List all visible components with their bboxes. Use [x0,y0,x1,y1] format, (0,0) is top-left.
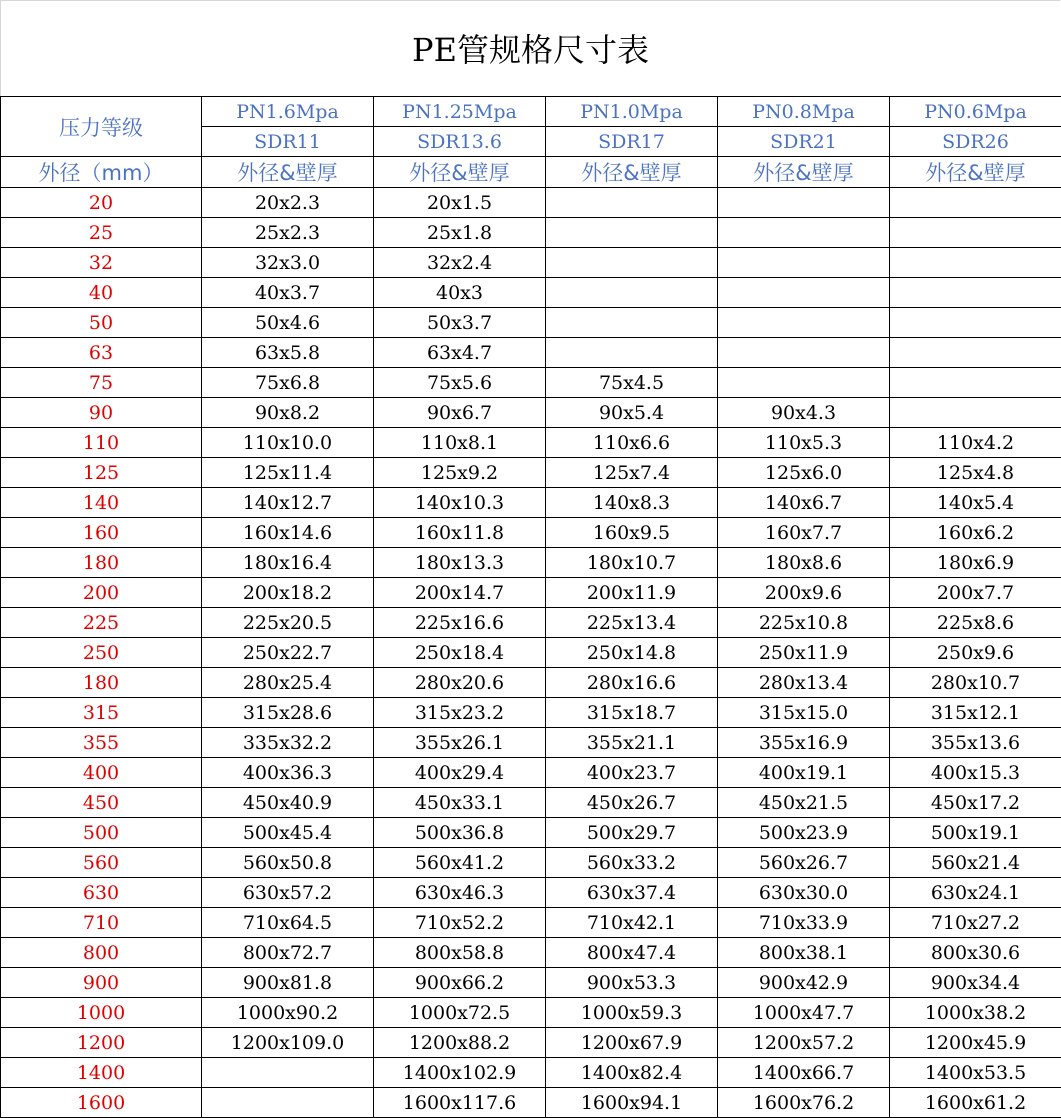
spec-cell: 160x11.8 [374,518,546,548]
spec-cell: 140x5.4 [890,488,1061,518]
outer-diameter-cell: 800 [1,938,202,968]
outer-diameter-cell: 1600 [1,1088,202,1118]
outer-diameter-cell: 450 [1,788,202,818]
spec-cell: 710x33.9 [718,908,890,938]
spec-cell: 63x5.8 [202,338,374,368]
spec-cell: 32x3.0 [202,248,374,278]
table-row [1,338,1061,368]
spec-cell: 160x7.7 [718,518,890,548]
header-sdr-cell: SDR11 [202,127,374,157]
spec-cell: 315x12.1 [890,698,1061,728]
spec-cell: 450x17.2 [890,788,1061,818]
spec-cell [890,248,1061,278]
spec-cell: 710x27.2 [890,908,1061,938]
spec-cell: 160x6.2 [890,518,1061,548]
spec-cell: 125x4.8 [890,458,1061,488]
spec-cell: 900x42.9 [718,968,890,998]
table-header [1,97,1061,188]
spec-cell: 315x18.7 [546,698,718,728]
spec-cell [546,278,718,308]
spec-cell: 200x11.9 [546,578,718,608]
spec-cell [718,188,890,218]
spec-cell: 1200x57.2 [718,1028,890,1058]
outer-diameter-cell: 50 [1,308,202,338]
header-pn-cell: PN1.6Mpa [202,97,374,127]
spec-cell: 140x8.3 [546,488,718,518]
table-row [1,1058,1061,1088]
header-sdr-cell: SDR21 [718,127,890,157]
header-spec-cell: 外径&壁厚 [374,157,546,188]
table-body [1,188,1061,1118]
spec-cell: 800x30.6 [890,938,1061,968]
spec-cell: 450x40.9 [202,788,374,818]
spec-cell: 1400x53.5 [890,1058,1061,1088]
table-row [1,638,1061,668]
spec-cell: 1400x66.7 [718,1058,890,1088]
spec-cell: 280x13.4 [718,668,890,698]
spec-cell: 400x23.7 [546,758,718,788]
spec-cell: 630x30.0 [718,878,890,908]
spec-cell: 630x57.2 [202,878,374,908]
outer-diameter-cell: 500 [1,818,202,848]
outer-diameter-cell: 75 [1,368,202,398]
spec-cell: 800x47.4 [546,938,718,968]
table-row [1,278,1061,308]
spec-cell: 800x58.8 [374,938,546,968]
spec-cell: 500x19.1 [890,818,1061,848]
outer-diameter-cell: 63 [1,338,202,368]
outer-diameter-cell: 1200 [1,1028,202,1058]
spec-cell: 710x64.5 [202,908,374,938]
outer-diameter-cell: 32 [1,248,202,278]
spec-cell: 560x33.2 [546,848,718,878]
outer-diameter-cell: 1000 [1,998,202,1028]
spec-cell [718,338,890,368]
spec-cell [718,218,890,248]
spec-cell [546,218,718,248]
header-spec-cell: 外径&壁厚 [718,157,890,188]
spec-cell: 1000x47.7 [718,998,890,1028]
spec-cell: 1600x94.1 [546,1088,718,1118]
header-row-pn [1,97,1061,127]
outer-diameter-cell: 20 [1,188,202,218]
header-pn-cell: PN1.0Mpa [546,97,718,127]
spec-cell: 180x13.3 [374,548,546,578]
spec-cell [546,188,718,218]
outer-diameter-cell: 180 [1,548,202,578]
spec-cell: 125x7.4 [546,458,718,488]
spec-cell: 1200x45.9 [890,1028,1061,1058]
outer-diameter-cell: 90 [1,398,202,428]
spec-cell: 900x66.2 [374,968,546,998]
header-row-spec [1,157,1061,188]
table-row [1,788,1061,818]
spec-cell [890,368,1061,398]
spec-cell: 280x25.4 [202,668,374,698]
spec-cell: 110x5.3 [718,428,890,458]
spec-cell: 50x3.7 [374,308,546,338]
table-row [1,1028,1061,1058]
spec-cell: 500x45.4 [202,818,374,848]
spec-cell: 800x72.7 [202,938,374,968]
spec-cell [890,278,1061,308]
spec-cell: 75x5.6 [374,368,546,398]
outer-diameter-cell: 125 [1,458,202,488]
spec-cell: 280x10.7 [890,668,1061,698]
spec-cell: 630x46.3 [374,878,546,908]
table-row [1,608,1061,638]
spec-cell: 90x5.4 [546,398,718,428]
spec-cell: 400x15.3 [890,758,1061,788]
spec-cell: 1600x61.2 [890,1088,1061,1118]
spec-cell: 225x10.8 [718,608,890,638]
spec-cell: 1400x82.4 [546,1058,718,1088]
spec-cell [718,248,890,278]
table-row [1,578,1061,608]
spec-cell: 1600x117.6 [374,1088,546,1118]
spec-cell: 75x4.5 [546,368,718,398]
spec-cell: 1200x109.0 [202,1028,374,1058]
pressure-grade-label: 压力等级 [1,97,202,157]
table-row [1,968,1061,998]
spec-cell: 710x52.2 [374,908,546,938]
header-sdr-cell: SDR17 [546,127,718,157]
page-title: PE管规格尺寸表 [0,0,1061,96]
spec-cell: 110x8.1 [374,428,546,458]
spec-cell [890,338,1061,368]
spec-cell [202,1058,374,1088]
spec-cell [718,368,890,398]
header-pn-cell: PN0.6Mpa [890,97,1061,127]
spec-cell: 400x29.4 [374,758,546,788]
spec-cell: 180x6.9 [890,548,1061,578]
outer-diameter-cell: 630 [1,878,202,908]
spec-cell: 110x4.2 [890,428,1061,458]
spec-cell [890,308,1061,338]
spec-cell: 20x2.3 [202,188,374,218]
table-row [1,698,1061,728]
spec-cell: 180x8.6 [718,548,890,578]
outer-diameter-cell: 900 [1,968,202,998]
spec-cell: 160x14.6 [202,518,374,548]
spec-cell: 50x4.6 [202,308,374,338]
outer-diameter-cell: 200 [1,578,202,608]
spec-cell: 20x1.5 [374,188,546,218]
spec-cell: 225x16.6 [374,608,546,638]
table-row [1,758,1061,788]
outer-diameter-cell: 110 [1,428,202,458]
spec-cell: 200x7.7 [890,578,1061,608]
spec-cell: 40x3.7 [202,278,374,308]
spec-cell: 355x16.9 [718,728,890,758]
spec-cell: 560x26.7 [718,848,890,878]
table-row [1,818,1061,848]
spec-cell: 125x9.2 [374,458,546,488]
spec-cell: 400x36.3 [202,758,374,788]
spec-cell: 355x21.1 [546,728,718,758]
spec-cell: 1000x59.3 [546,998,718,1028]
header-sdr-cell: SDR13.6 [374,127,546,157]
spec-cell: 355x26.1 [374,728,546,758]
header-sdr-cell: SDR26 [890,127,1061,157]
spec-cell [546,308,718,338]
spec-cell: 90x4.3 [718,398,890,428]
table-row [1,518,1061,548]
spec-cell: 250x9.6 [890,638,1061,668]
header-pn-cell: PN0.8Mpa [718,97,890,127]
spec-cell: 90x6.7 [374,398,546,428]
outer-diameter-cell: 400 [1,758,202,788]
spec-cell: 140x12.7 [202,488,374,518]
spec-cell: 125x11.4 [202,458,374,488]
header-pn-cell: PN1.25Mpa [374,97,546,127]
spec-cell: 1000x90.2 [202,998,374,1028]
spec-cell: 225x20.5 [202,608,374,638]
spec-cell: 315x23.2 [374,698,546,728]
spec-cell: 315x15.0 [718,698,890,728]
spec-cell: 280x16.6 [546,668,718,698]
table-row [1,368,1061,398]
spec-cell: 125x6.0 [718,458,890,488]
spec-cell: 250x18.4 [374,638,546,668]
spec-cell: 90x8.2 [202,398,374,428]
spec-cell: 250x11.9 [718,638,890,668]
spec-cell: 355x13.6 [890,728,1061,758]
spec-cell: 900x81.8 [202,968,374,998]
table-row [1,548,1061,578]
spec-cell: 1600x76.2 [718,1088,890,1118]
table-row [1,938,1061,968]
table-row [1,728,1061,758]
outer-diameter-cell: 250 [1,638,202,668]
spec-cell: 900x53.3 [546,968,718,998]
spec-cell: 500x23.9 [718,818,890,848]
spec-cell: 140x6.7 [718,488,890,518]
spec-cell: 225x8.6 [890,608,1061,638]
table-row [1,908,1061,938]
table-row [1,488,1061,518]
spec-cell: 200x9.6 [718,578,890,608]
spec-cell: 800x38.1 [718,938,890,968]
outer-diameter-cell: 710 [1,908,202,938]
outer-diameter-cell: 1400 [1,1058,202,1088]
table-row [1,878,1061,908]
table-row [1,458,1061,488]
spec-cell: 1000x72.5 [374,998,546,1028]
outer-diameter-label: 外径（mm） [1,157,202,188]
spec-cell [202,1088,374,1118]
spec-cell: 200x14.7 [374,578,546,608]
spec-cell: 32x2.4 [374,248,546,278]
table-row [1,218,1061,248]
spec-cell: 450x21.5 [718,788,890,818]
spec-cell: 315x28.6 [202,698,374,728]
outer-diameter-cell: 25 [1,218,202,248]
spec-cell: 200x18.2 [202,578,374,608]
spec-cell: 630x37.4 [546,878,718,908]
spec-cell: 400x19.1 [718,758,890,788]
spec-cell [890,398,1061,428]
spec-cell: 1000x38.2 [890,998,1061,1028]
spec-cell: 500x36.8 [374,818,546,848]
spec-cell: 40x3 [374,278,546,308]
spec-cell: 280x20.6 [374,668,546,698]
spec-cell: 1200x88.2 [374,1028,546,1058]
outer-diameter-cell: 560 [1,848,202,878]
spec-cell: 630x24.1 [890,878,1061,908]
header-spec-cell: 外径&壁厚 [546,157,718,188]
spec-table [0,96,1061,1118]
spec-cell: 25x1.8 [374,218,546,248]
spec-cell [890,188,1061,218]
table-row [1,1088,1061,1118]
table-row [1,308,1061,338]
spec-cell: 180x16.4 [202,548,374,578]
spec-cell: 140x10.3 [374,488,546,518]
outer-diameter-cell: 160 [1,518,202,548]
spec-cell: 900x34.4 [890,968,1061,998]
outer-diameter-cell: 180 [1,668,202,698]
spec-cell [546,338,718,368]
table-row [1,248,1061,278]
spec-cell: 335x32.2 [202,728,374,758]
spec-cell: 160x9.5 [546,518,718,548]
table-row [1,848,1061,878]
header-spec-cell: 外径&壁厚 [890,157,1061,188]
outer-diameter-cell: 225 [1,608,202,638]
outer-diameter-cell: 140 [1,488,202,518]
spec-cell [546,248,718,278]
spec-cell: 450x33.1 [374,788,546,818]
table-row [1,998,1061,1028]
spec-cell [718,308,890,338]
spec-cell: 560x50.8 [202,848,374,878]
spec-cell: 450x26.7 [546,788,718,818]
outer-diameter-cell: 40 [1,278,202,308]
spec-cell: 110x6.6 [546,428,718,458]
spec-cell: 250x14.8 [546,638,718,668]
outer-diameter-cell: 355 [1,728,202,758]
spec-cell: 180x10.7 [546,548,718,578]
spec-cell [718,278,890,308]
spec-cell: 63x4.7 [374,338,546,368]
spec-cell: 710x42.1 [546,908,718,938]
outer-diameter-cell: 315 [1,698,202,728]
spec-cell: 75x6.8 [202,368,374,398]
spec-cell: 250x22.7 [202,638,374,668]
spec-cell: 500x29.7 [546,818,718,848]
spec-cell: 560x41.2 [374,848,546,878]
spec-cell: 1200x67.9 [546,1028,718,1058]
table-row [1,668,1061,698]
spec-cell: 560x21.4 [890,848,1061,878]
spec-cell [890,218,1061,248]
spec-cell: 1400x102.9 [374,1058,546,1088]
table-row [1,188,1061,218]
table-row [1,398,1061,428]
spec-cell: 225x13.4 [546,608,718,638]
spec-cell: 110x10.0 [202,428,374,458]
spec-cell: 25x2.3 [202,218,374,248]
table-row [1,428,1061,458]
header-spec-cell: 外径&壁厚 [202,157,374,188]
